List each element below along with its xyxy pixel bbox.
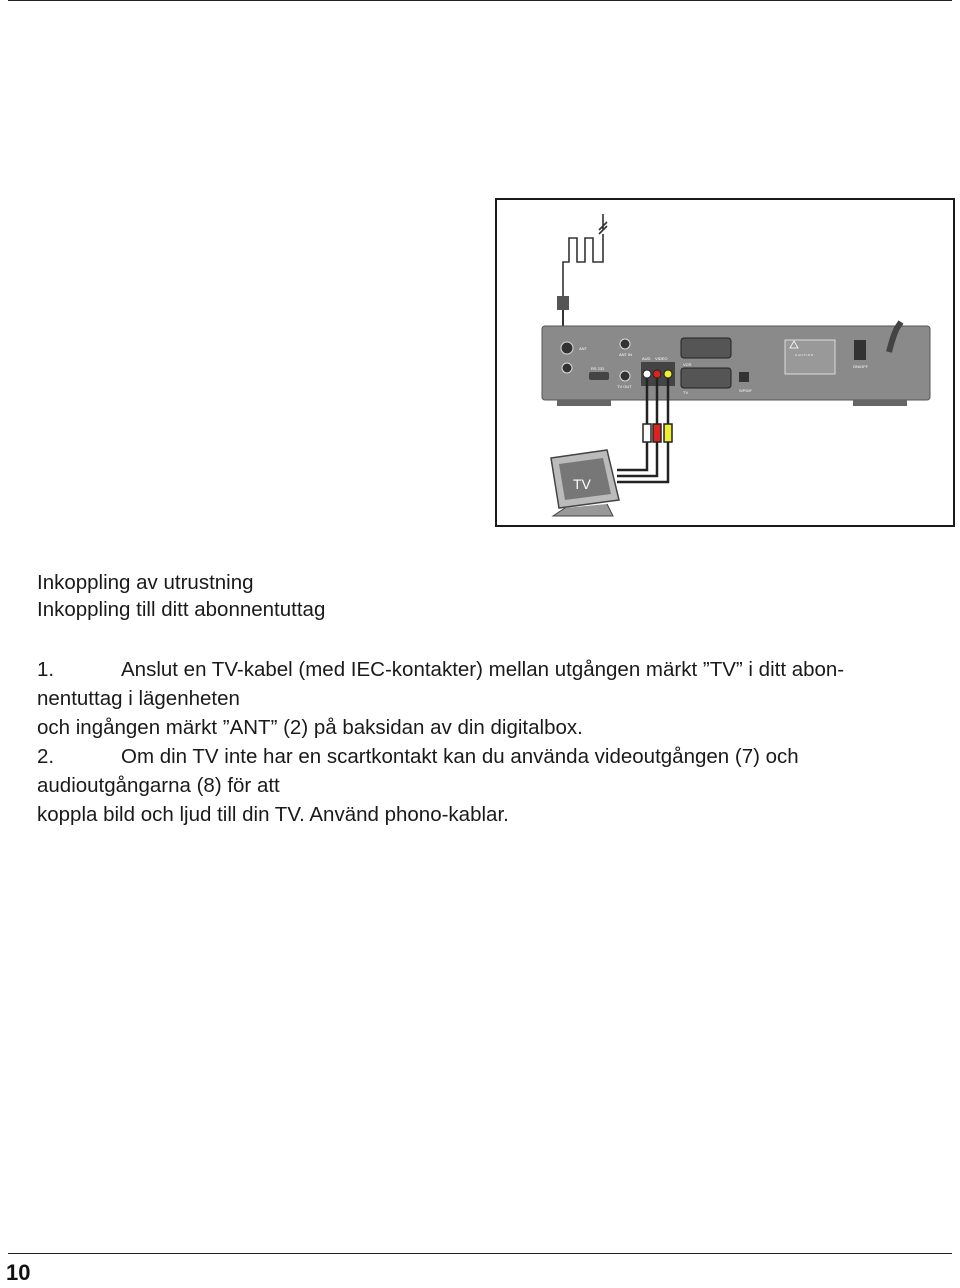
receiver-foot-right [853,400,907,406]
receiver-foot-left [557,400,611,406]
top-rule [8,0,952,1]
bottom-rule [8,1253,952,1254]
tv-screen-label: TV [573,476,591,492]
audio-right-jack-icon [653,370,661,378]
antenna-plug-icon [557,296,569,310]
tv-scart-icon [681,368,731,388]
connection-diagram [495,198,955,527]
yellow-rca-plug-icon [664,424,672,442]
step-1-line-2: nentuttag i lägenheten [37,687,240,710]
heading-wall-outlet: Inkoppling till ditt abonnentuttag [37,598,326,621]
step-1-text-1: Anslut en TV-kabel (med IEC-kontakter) mellan utgången märkt ”TV” i ditt abon- [121,658,845,681]
video-jack-icon [664,370,672,378]
vcr-scart-icon [681,338,731,358]
antenna-icon [563,214,607,296]
page-number: 10 [6,1260,31,1285]
aud-label: AUD [642,356,651,361]
rs232-label: RS 232 [591,366,605,371]
white-rca-plug-icon [643,424,651,442]
step-2-line-3: koppla bild och ljud till din TV. Använd phono-kablar. [37,803,509,826]
spdif-label: S/PDIF [739,388,752,393]
step-2-text-1: Om din TV inte har en scartkontakt kan du använda videoutgången (7) och [121,745,799,768]
tv-out-label: TV OUT [617,384,632,389]
step-2-line-1 [37,742,952,771]
ant-port-label: ANT [579,346,587,351]
step-1-line-1 [37,655,952,684]
receiver-rear-panel [542,326,930,400]
power-input-icon [562,363,572,373]
warning-label-plate [785,340,835,374]
vcr-label: VCR [683,362,692,367]
tv-out-connector-icon [620,371,630,381]
video-label: VIDEO [655,356,668,361]
step-2-number: 2. [37,745,55,768]
heading-equipment: Inkoppling av utrustning [37,571,254,594]
red-rca-plug-icon [653,424,661,442]
section-headings [37,569,325,623]
connection-illustration [497,200,952,524]
ant-in-connector-icon [620,339,630,349]
caution-label: C A U T I O N [795,353,814,357]
ant-connector-icon [561,342,573,354]
onoff-label: ON/OFF [853,364,869,369]
audio-left-jack-icon [643,370,651,378]
step-1-line-3: och ingången märkt ”ANT” (2) på baksidan av din digitalbox. [37,716,583,739]
step-2-line-2: audioutgångarna (8) för att [37,774,280,797]
power-switch-icon [854,340,866,360]
ant-in-label: ANT IN [619,352,633,357]
step-1-number: 1. [37,658,55,681]
spdif-port-icon [739,372,749,382]
rs232-port-icon [589,372,609,380]
tv-scart-label: TV [683,390,689,395]
instructions [37,655,952,829]
